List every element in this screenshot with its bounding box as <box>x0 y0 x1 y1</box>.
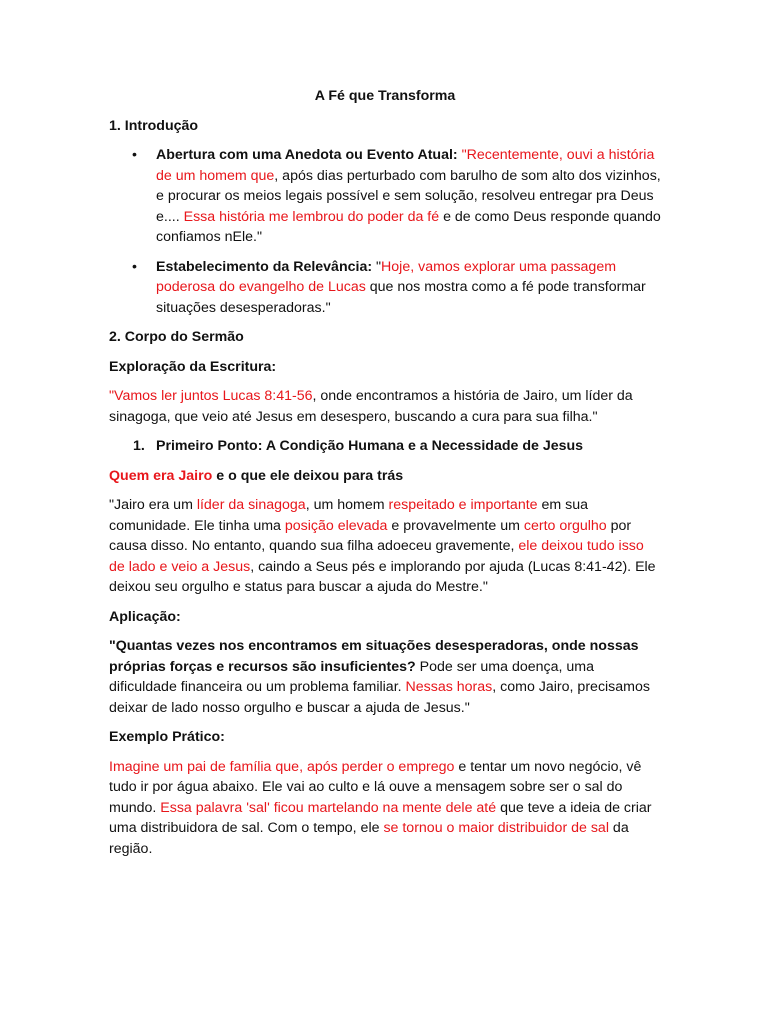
intro-bullet-list <box>109 145 661 318</box>
body-text: , um homem <box>305 497 389 513</box>
highlighted-text: certo orgulho <box>523 517 607 534</box>
intro-heading: 1. Introdução <box>109 117 199 134</box>
highlighted-text: posição elevada <box>284 517 388 534</box>
highlighted-text: respeitado e importante <box>388 497 538 513</box>
bullet-item-relevance <box>109 257 661 319</box>
point-number: 1. <box>133 438 145 454</box>
bullet-label: Abertura com uma Anedota ou Evento Atual: <box>156 147 458 163</box>
document-page <box>109 86 661 868</box>
highlighted-text: Imagine um pai de família que, após perder o emprego <box>109 758 455 775</box>
body-text: em sua comunidade. Ele tinha uma <box>109 497 589 534</box>
body-heading: 2. Corpo do Sermão <box>109 329 244 345</box>
body-text: Pode ser uma doença, uma dificuldade financeira ou um problema familiar. <box>109 658 594 695</box>
jairo-paragraph <box>109 495 661 598</box>
bold-text: "Quantas vezes nos encontramos em situações desesperadoras, onde nossas próprias forças e recursos são insuficientes? <box>109 638 639 675</box>
bullet-label: Estabelecimento da Relevância: <box>156 258 373 275</box>
body-text: , onde encontramos a história de Jairo, um líder da sinagoga, que veio até Jesus em desespero, buscando a cura para sua filha." <box>109 388 633 425</box>
body-text: e de como Deus responde quando confiamos nEle." <box>156 208 661 245</box>
document-title: A Fé que Transforma <box>314 88 456 104</box>
highlighted-text: Quem era Jairo <box>109 467 213 484</box>
highlighted-text: Nessas horas <box>405 679 493 695</box>
highlighted-text: se tornou o maior distribuidor de sal <box>383 820 609 836</box>
highlighted-text: Hoje, vamos explorar uma passagem poderosa do evangelho de Lucas <box>156 258 617 295</box>
highlighted-text: ele deixou tudo isso de lado e veio a Jesus <box>109 538 644 575</box>
body-text: , após dias perturbado com barulho de som alto dos vizinhos, e procurar os meios legais possível e sem solução, resolveu entregar pra Deus e.... <box>156 167 661 225</box>
jairo-heading <box>109 466 661 487</box>
highlighted-text: Essa história me lembrou do poder da fé <box>183 208 440 225</box>
body-text: que teve a ideia de criar uma distribuidora de sal. Com o tempo, ele <box>109 799 652 836</box>
body-text: e tentar um novo negócio, vê tudo ir por água abaixo. Ele vai ao culto e lá ouve a mensagem sobre ser o sal do mundo. <box>109 758 642 816</box>
example-paragraph <box>109 757 661 860</box>
body-text: que nos mostra como a fé pode transformar situações desesperadoras." <box>156 279 646 316</box>
body-text: "Jairo era um <box>109 497 197 513</box>
bullet-dot-icon: • <box>132 258 137 275</box>
body-text: por causa disso. No entanto, quando sua filha adoeceu gravemente, <box>109 517 632 554</box>
body-text: e provavelmente um <box>387 517 524 534</box>
body-text: , caindo a Seus pés e implorando por ajuda (Lucas 8:41-42). Ele deixou seu orgulho e status para buscar a ajuda do Mestre." <box>109 558 656 595</box>
heading-text: e o que ele deixou para trás <box>212 467 404 484</box>
point-item-1 <box>109 436 661 457</box>
body-text: da região. <box>109 820 629 857</box>
point-label: Primeiro Ponto: A Condição Humana e a Necessidade de Jesus <box>156 438 584 454</box>
exploration-paragraph <box>109 386 661 427</box>
highlighted-text: Essa palavra 'sal' ficou martelando na mente dele até <box>160 799 497 816</box>
application-paragraph <box>109 636 661 718</box>
bullet-item-anecdote <box>109 145 661 248</box>
exploration-heading: Exploração da Escritura: <box>109 358 277 375</box>
application-heading: Aplicação: <box>109 608 181 625</box>
highlighted-text: líder da sinagoga <box>196 497 306 513</box>
body-text: , como Jairo, precisamos deixar de lado nosso orgulho e buscar a ajuda de Jesus." <box>109 679 650 716</box>
body-text: " <box>372 258 382 275</box>
highlighted-text: "Vamos ler juntos Lucas 8:41-56 <box>109 388 313 404</box>
bullet-dot-icon: • <box>132 147 137 163</box>
example-heading: Exemplo Prático: <box>109 729 225 745</box>
points-list <box>109 436 661 457</box>
highlighted-text: "Recentemente, ouvi a história de um homem que <box>156 147 655 184</box>
